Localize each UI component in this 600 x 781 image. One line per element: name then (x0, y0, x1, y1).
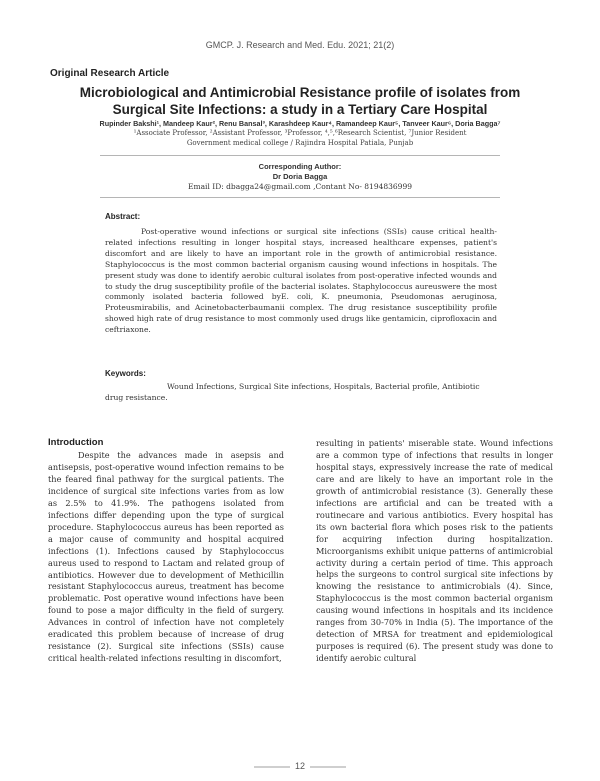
title-line-1: Microbiological and Antimicrobial Resistance profile of isolates from (79, 85, 521, 100)
author-list: Rupinder Bakshi¹, Mandeep Kaur², Renu Bansal³, Karashdeep Kaur⁴, Ramandeep Kaur⁵, Tanveer Kaur⁶, Doria Bagga⁷ (99, 119, 501, 128)
keywords-heading: Keywords: (105, 369, 146, 378)
title-line-2: Surgical Site Infections: a study in a Tertiary Care Hospital (112, 102, 488, 117)
journal-citation: GMCP. J. Research and Med. Edu. 2021; 21(2) (205, 40, 395, 50)
corresponding-label: Corresponding Author: (258, 162, 342, 171)
abstract-text: Post-operative wound infections or surgical site infections (SSIs) cause critical health-related infections resulting in longer hospital stays, increased healthcare expenses, patient's discomfort and are likely to have an important role in the growth of antimicrobial resistance. Staphylococcus is the most common bacterial organism causing wound infections in hospitals. The present study was done to identify aerobic cultural isolates from post-operative infected wounds and to study the drug susceptibility profile of the bacterial isolates. Staphylococcus aureuswere the most commonly isolated bacteria followed byE. coli, K. pneumonia, Pseudomonas aeruginosa, Proteusmirabilis, and Acinetobacterbaumanii complex. The drug resistance susceptibility profile showed high rate of drug resistance to most commonly used drugs like gentamicin, ciprofloxacin and ceftriaxone. (105, 227, 497, 335)
abstract-heading: Abstract: (105, 212, 141, 221)
divider-bottom (100, 197, 500, 198)
introduction-left-column: Despite the advances made in asepsis and antisepsis, post-operative wound infection remains to be the feared final pathway for the surgical patients. The incidence of surgical site infections varies from as low as 2.5% to 41.9%. The pathogens isolated from infections differ depending upon the type of surgical procedure. Staphylococcus aureus has been reported as a major cause of community and hospital acquired infections (1). Infections caused by Staphylococcus aureus used to respond to Lactam and related group of antibiotics. However due to development of Methicillin resistant Staphylococcus aureus, treatment has become problematic. Post operative wound infections have been found to pose a major difficulty in the field of surgery. Advances in control of infection have not completely eradicated this problem because of increase of drug resistance (2). Surgical site infections (SSIs) cause critical health-related infections resulting in discomfort, (48, 450, 284, 664)
corresponding-name: Dr Doria Bagga (272, 172, 328, 181)
institution: Government medical college / Rajindra Hospital Patiala, Punjab (186, 139, 414, 147)
page-number: 12 (294, 761, 305, 771)
introduction-right-column: resulting in patients' miserable state. Wound infections are a common type of infections that results in longer hospital stays, expressively increase the rate of medical care and are likely to have an important role in the growth of antimicrobial resistance (3). Generally these infections are artificial and can be treated with a routinecare and various antibiotics. Every hospital has its own bacterial flora which poses risk to the patients for acquiring infection during hospitalization. Microorganisms exhibit unique patterns of antimicrobial activity during a certain period of time. This approach helps the surgeons to control surgical site infections by knowing the resistance to antimicrobials (4). Since, Staphylococcus is the most common bacterial organism causing wound infections in hospitals and its incidence ranges from 30-70% in India (5). The importance of the detection of MRSA for treatment and epidemiological purposes is required (6). The present study was done to identify aerobic cultural (316, 438, 553, 664)
introduction-heading: Introduction (48, 437, 104, 448)
divider-top (100, 155, 500, 156)
corresponding-author-block (0, 162, 600, 192)
keywords-text: Wound Infections, Surgical Site infections, Hospitals, Bacterial profile, Antibiotic drug resistance. (105, 382, 480, 402)
article-title (40, 84, 560, 118)
article-type: Original Research Article (50, 68, 170, 79)
author-affiliations: ¹Associate Professor, ²Assistant Professor, ³Professor, ⁴,⁵,⁶Research Scientist, ⁷Junior Resident (133, 129, 467, 137)
corresponding-contact: Email ID: dbagga24@gmail.com ,Contant No- 8194836999 (188, 182, 412, 191)
